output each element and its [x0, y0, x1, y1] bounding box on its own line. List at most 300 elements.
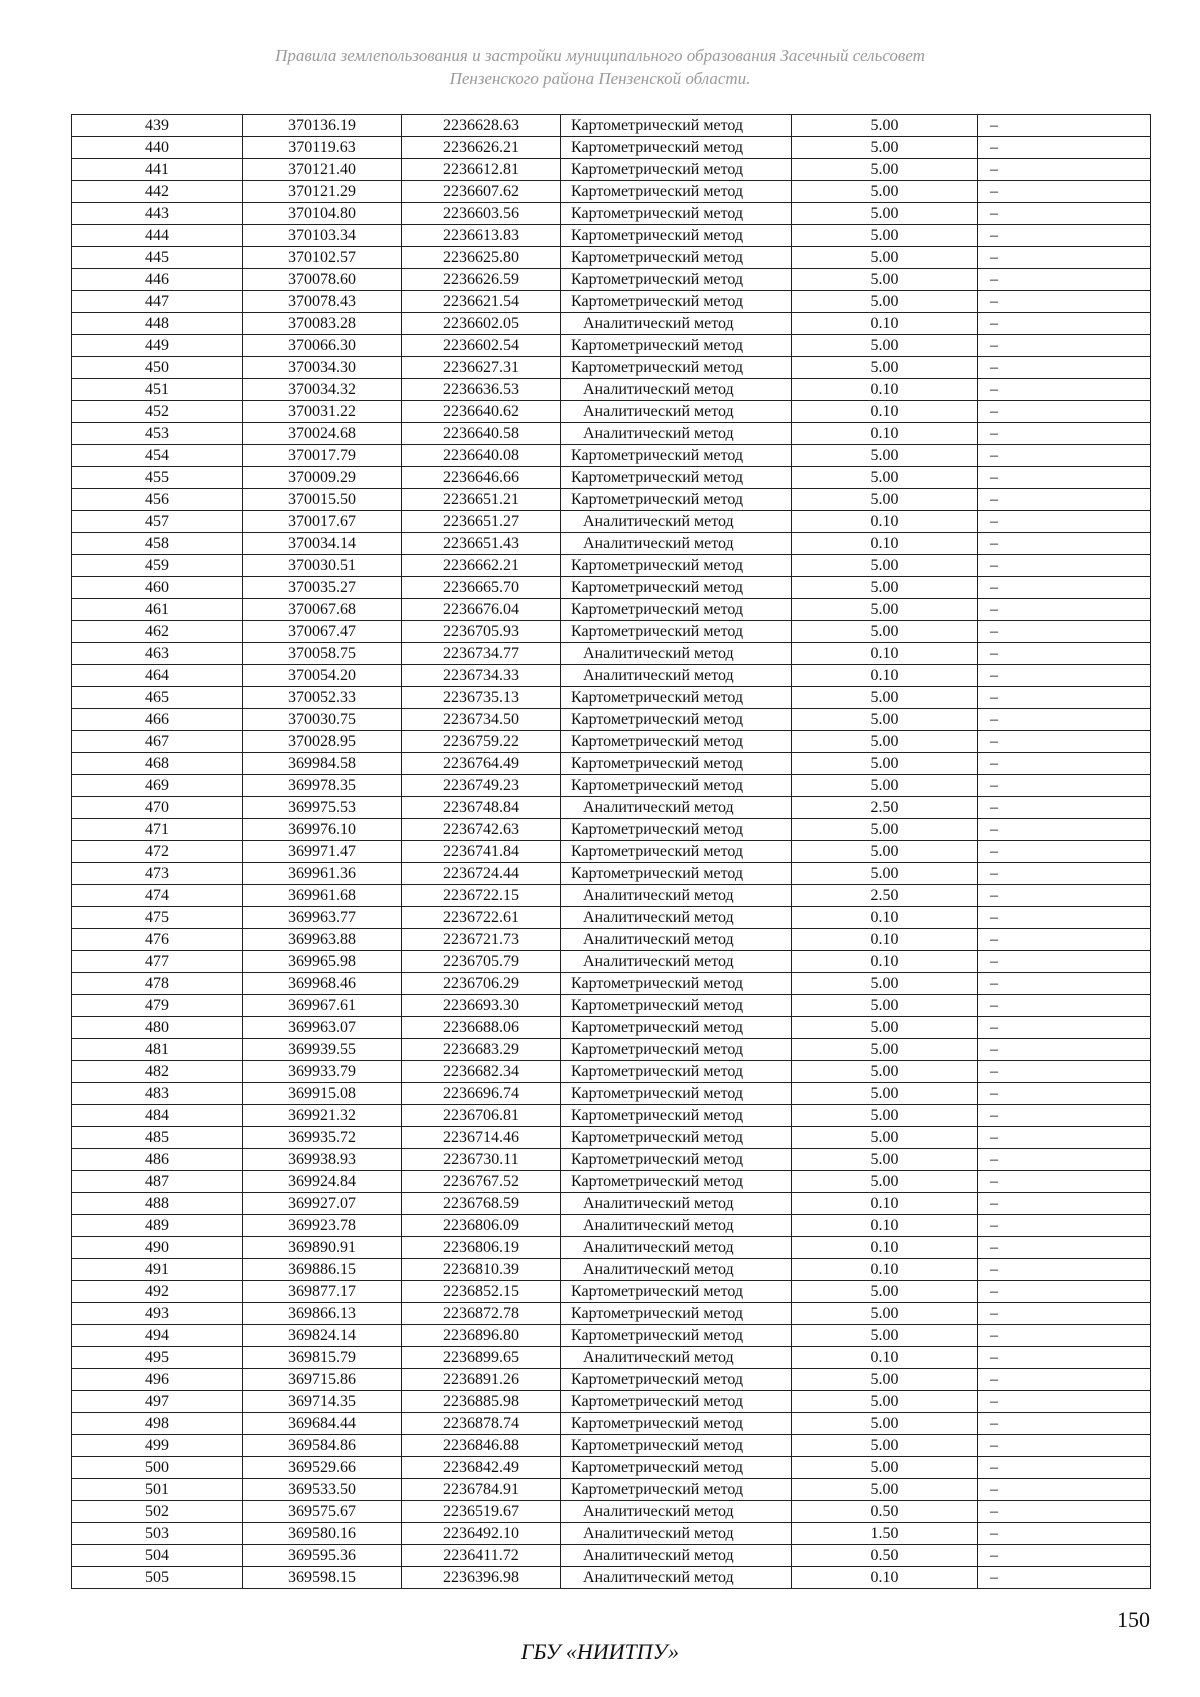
method-cell: Картометрический метод — [561, 1171, 792, 1193]
y-coordinate-cell: 2236602.05 — [402, 313, 561, 335]
accuracy-cell: 5.00 — [792, 731, 978, 753]
table-row — [72, 1413, 1151, 1435]
method-cell: Картометрический метод — [561, 159, 792, 181]
accuracy-cell: 5.00 — [792, 1149, 978, 1171]
method-cell: Аналитический метод — [561, 951, 792, 973]
y-coordinate-cell: 2236872.78 — [402, 1303, 561, 1325]
note-cell: – — [978, 1435, 1151, 1457]
point-number-cell: 483 — [72, 1083, 243, 1105]
table-row — [72, 291, 1151, 313]
note-cell: – — [978, 159, 1151, 181]
note-cell: – — [978, 1413, 1151, 1435]
point-number-cell: 480 — [72, 1017, 243, 1039]
table-row — [72, 775, 1151, 797]
note-cell: – — [978, 951, 1151, 973]
note-cell: – — [978, 1259, 1151, 1281]
method-cell: Аналитический метод — [561, 1567, 792, 1589]
accuracy-cell: 1.50 — [792, 1523, 978, 1545]
note-cell: – — [978, 995, 1151, 1017]
method-cell: Картометрический метод — [561, 753, 792, 775]
point-number-cell: 502 — [72, 1501, 243, 1523]
note-cell: – — [978, 1281, 1151, 1303]
y-coordinate-cell: 2236741.84 — [402, 841, 561, 863]
method-cell: Аналитический метод — [561, 1523, 792, 1545]
x-coordinate-cell: 370054.20 — [243, 665, 402, 687]
y-coordinate-cell: 2236636.53 — [402, 379, 561, 401]
y-coordinate-cell: 2236662.21 — [402, 555, 561, 577]
x-coordinate-cell: 369684.44 — [243, 1413, 402, 1435]
table-row — [72, 181, 1151, 203]
x-coordinate-cell: 369971.47 — [243, 841, 402, 863]
method-cell: Картометрический метод — [561, 731, 792, 753]
method-cell: Картометрический метод — [561, 115, 792, 137]
method-cell: Картометрический метод — [561, 467, 792, 489]
x-coordinate-cell: 369866.13 — [243, 1303, 402, 1325]
y-coordinate-cell: 2236734.50 — [402, 709, 561, 731]
x-coordinate-cell: 369714.35 — [243, 1391, 402, 1413]
x-coordinate-cell: 370009.29 — [243, 467, 402, 489]
x-coordinate-cell: 370067.68 — [243, 599, 402, 621]
point-number-cell: 453 — [72, 423, 243, 445]
method-cell: Картометрический метод — [561, 1479, 792, 1501]
point-number-cell: 454 — [72, 445, 243, 467]
method-cell: Картометрический метод — [561, 621, 792, 643]
y-coordinate-cell: 2236683.29 — [402, 1039, 561, 1061]
x-coordinate-cell: 370102.57 — [243, 247, 402, 269]
point-number-cell: 465 — [72, 687, 243, 709]
y-coordinate-cell: 2236748.84 — [402, 797, 561, 819]
x-coordinate-cell: 370034.14 — [243, 533, 402, 555]
accuracy-cell: 5.00 — [792, 687, 978, 709]
note-cell: – — [978, 973, 1151, 995]
x-coordinate-cell: 369715.86 — [243, 1369, 402, 1391]
method-cell: Аналитический метод — [561, 885, 792, 907]
x-coordinate-cell: 369915.08 — [243, 1083, 402, 1105]
point-number-cell: 464 — [72, 665, 243, 687]
point-number-cell: 440 — [72, 137, 243, 159]
note-cell: – — [978, 291, 1151, 313]
table-row — [72, 1435, 1151, 1457]
table-row — [72, 1545, 1151, 1567]
table-row — [72, 1281, 1151, 1303]
y-coordinate-cell: 2236646.66 — [402, 467, 561, 489]
x-coordinate-cell: 370058.75 — [243, 643, 402, 665]
point-number-cell: 449 — [72, 335, 243, 357]
x-coordinate-cell: 369967.61 — [243, 995, 402, 1017]
accuracy-cell: 0.10 — [792, 401, 978, 423]
table-row — [72, 731, 1151, 753]
x-coordinate-cell: 369580.16 — [243, 1523, 402, 1545]
table-row — [72, 335, 1151, 357]
point-number-cell: 475 — [72, 907, 243, 929]
y-coordinate-cell: 2236676.04 — [402, 599, 561, 621]
x-coordinate-cell: 370067.47 — [243, 621, 402, 643]
point-number-cell: 469 — [72, 775, 243, 797]
point-number-cell: 470 — [72, 797, 243, 819]
note-cell: – — [978, 203, 1151, 225]
point-number-cell: 495 — [72, 1347, 243, 1369]
y-coordinate-cell: 2236846.88 — [402, 1435, 561, 1457]
table-row — [72, 577, 1151, 599]
accuracy-cell: 5.00 — [792, 1369, 978, 1391]
note-cell: – — [978, 1479, 1151, 1501]
note-cell: – — [978, 665, 1151, 687]
x-coordinate-cell: 370078.43 — [243, 291, 402, 313]
note-cell: – — [978, 1457, 1151, 1479]
table-row — [72, 973, 1151, 995]
method-cell: Картометрический метод — [561, 1281, 792, 1303]
method-cell: Картометрический метод — [561, 489, 792, 511]
y-coordinate-cell: 2236640.62 — [402, 401, 561, 423]
note-cell: – — [978, 753, 1151, 775]
table-row — [72, 665, 1151, 687]
point-number-cell: 482 — [72, 1061, 243, 1083]
point-number-cell: 471 — [72, 819, 243, 841]
accuracy-cell: 5.00 — [792, 1017, 978, 1039]
note-cell: – — [978, 819, 1151, 841]
y-coordinate-cell: 2236806.09 — [402, 1215, 561, 1237]
accuracy-cell: 5.00 — [792, 1325, 978, 1347]
x-coordinate-cell: 370031.22 — [243, 401, 402, 423]
y-coordinate-cell: 2236688.06 — [402, 1017, 561, 1039]
point-number-cell: 446 — [72, 269, 243, 291]
y-coordinate-cell: 2236640.08 — [402, 445, 561, 467]
note-cell: – — [978, 863, 1151, 885]
note-cell: – — [978, 1215, 1151, 1237]
accuracy-cell: 5.00 — [792, 335, 978, 357]
x-coordinate-cell: 369921.32 — [243, 1105, 402, 1127]
method-cell: Картометрический метод — [561, 1325, 792, 1347]
x-coordinate-cell: 369529.66 — [243, 1457, 402, 1479]
point-number-cell: 501 — [72, 1479, 243, 1501]
x-coordinate-cell: 369877.17 — [243, 1281, 402, 1303]
note-cell: – — [978, 1061, 1151, 1083]
point-number-cell: 461 — [72, 599, 243, 621]
point-number-cell: 498 — [72, 1413, 243, 1435]
method-cell: Картометрический метод — [561, 1149, 792, 1171]
table-row — [72, 1017, 1151, 1039]
x-coordinate-cell: 369976.10 — [243, 819, 402, 841]
accuracy-cell: 5.00 — [792, 1303, 978, 1325]
method-cell: Аналитический метод — [561, 1347, 792, 1369]
accuracy-cell: 0.10 — [792, 533, 978, 555]
y-coordinate-cell: 2236721.73 — [402, 929, 561, 951]
table-row — [72, 247, 1151, 269]
x-coordinate-cell: 369923.78 — [243, 1215, 402, 1237]
note-cell: – — [978, 313, 1151, 335]
method-cell: Картометрический метод — [561, 687, 792, 709]
x-coordinate-cell: 370017.79 — [243, 445, 402, 467]
y-coordinate-cell: 2236665.70 — [402, 577, 561, 599]
accuracy-cell: 5.00 — [792, 357, 978, 379]
accuracy-cell: 5.00 — [792, 1171, 978, 1193]
table-row — [72, 357, 1151, 379]
table-row — [72, 533, 1151, 555]
x-coordinate-cell: 370024.68 — [243, 423, 402, 445]
point-number-cell: 484 — [72, 1105, 243, 1127]
note-cell: – — [978, 1391, 1151, 1413]
note-cell: – — [978, 379, 1151, 401]
table-row — [72, 1039, 1151, 1061]
note-cell: – — [978, 533, 1151, 555]
method-cell: Картометрический метод — [561, 1105, 792, 1127]
table-row — [72, 885, 1151, 907]
x-coordinate-cell: 369824.14 — [243, 1325, 402, 1347]
point-number-cell: 476 — [72, 929, 243, 951]
note-cell: – — [978, 1523, 1151, 1545]
y-coordinate-cell: 2236885.98 — [402, 1391, 561, 1413]
note-cell: – — [978, 1193, 1151, 1215]
y-coordinate-cell: 2236612.81 — [402, 159, 561, 181]
method-cell: Картометрический метод — [561, 1039, 792, 1061]
table-row — [72, 1501, 1151, 1523]
table-row — [72, 379, 1151, 401]
x-coordinate-cell: 370017.67 — [243, 511, 402, 533]
point-number-cell: 444 — [72, 225, 243, 247]
accuracy-cell: 0.50 — [792, 1501, 978, 1523]
note-cell: – — [978, 1567, 1151, 1589]
y-coordinate-cell: 2236735.13 — [402, 687, 561, 709]
x-coordinate-cell: 369935.72 — [243, 1127, 402, 1149]
method-cell: Аналитический метод — [561, 313, 792, 335]
y-coordinate-cell: 2236742.63 — [402, 819, 561, 841]
point-number-cell: 448 — [72, 313, 243, 335]
note-cell: – — [978, 247, 1151, 269]
method-cell: Картометрический метод — [561, 1083, 792, 1105]
point-number-cell: 477 — [72, 951, 243, 973]
method-cell: Картометрический метод — [561, 995, 792, 1017]
note-cell: – — [978, 929, 1151, 951]
note-cell: – — [978, 731, 1151, 753]
point-number-cell: 441 — [72, 159, 243, 181]
method-cell: Аналитический метод — [561, 1237, 792, 1259]
x-coordinate-cell: 369924.84 — [243, 1171, 402, 1193]
accuracy-cell: 5.00 — [792, 137, 978, 159]
x-coordinate-cell: 369975.53 — [243, 797, 402, 819]
table-row — [72, 313, 1151, 335]
method-cell: Картометрический метод — [561, 1017, 792, 1039]
method-cell: Аналитический метод — [561, 401, 792, 423]
note-cell: – — [978, 115, 1151, 137]
y-coordinate-cell: 2236714.46 — [402, 1127, 561, 1149]
y-coordinate-cell: 2236734.77 — [402, 643, 561, 665]
accuracy-cell: 5.00 — [792, 115, 978, 137]
point-number-cell: 466 — [72, 709, 243, 731]
accuracy-cell: 0.10 — [792, 313, 978, 335]
note-cell: – — [978, 687, 1151, 709]
y-coordinate-cell: 2236852.15 — [402, 1281, 561, 1303]
x-coordinate-cell: 370030.51 — [243, 555, 402, 577]
table-row — [72, 863, 1151, 885]
header-line-1: Правила землепользования и застройки муниципального образования Засечный сельсовет — [275, 46, 925, 65]
point-number-cell: 486 — [72, 1149, 243, 1171]
point-number-cell: 462 — [72, 621, 243, 643]
x-coordinate-cell: 370015.50 — [243, 489, 402, 511]
y-coordinate-cell: 2236842.49 — [402, 1457, 561, 1479]
note-cell: – — [978, 885, 1151, 907]
x-coordinate-cell: 370052.33 — [243, 687, 402, 709]
point-number-cell: 457 — [72, 511, 243, 533]
x-coordinate-cell: 369815.79 — [243, 1347, 402, 1369]
note-cell: – — [978, 445, 1151, 467]
method-cell: Картометрический метод — [561, 225, 792, 247]
y-coordinate-cell: 2236759.22 — [402, 731, 561, 753]
method-cell: Аналитический метод — [561, 1259, 792, 1281]
y-coordinate-cell: 2236810.39 — [402, 1259, 561, 1281]
x-coordinate-cell: 369598.15 — [243, 1567, 402, 1589]
x-coordinate-cell: 369575.67 — [243, 1501, 402, 1523]
y-coordinate-cell: 2236613.83 — [402, 225, 561, 247]
x-coordinate-cell: 369933.79 — [243, 1061, 402, 1083]
method-cell: Картометрический метод — [561, 1435, 792, 1457]
note-cell: – — [978, 1237, 1151, 1259]
note-cell: – — [978, 643, 1151, 665]
accuracy-cell: 5.00 — [792, 1391, 978, 1413]
x-coordinate-cell: 369968.46 — [243, 973, 402, 995]
method-cell: Картометрический метод — [561, 181, 792, 203]
note-cell: – — [978, 1501, 1151, 1523]
table-row — [72, 995, 1151, 1017]
point-number-cell: 490 — [72, 1237, 243, 1259]
note-cell: – — [978, 907, 1151, 929]
accuracy-cell: 5.00 — [792, 181, 978, 203]
x-coordinate-cell: 369963.77 — [243, 907, 402, 929]
point-number-cell: 492 — [72, 1281, 243, 1303]
point-number-cell: 468 — [72, 753, 243, 775]
accuracy-cell: 5.00 — [792, 1105, 978, 1127]
note-cell: – — [978, 1325, 1151, 1347]
method-cell: Аналитический метод — [561, 1193, 792, 1215]
accuracy-cell: 0.10 — [792, 665, 978, 687]
note-cell: – — [978, 511, 1151, 533]
y-coordinate-cell: 2236651.27 — [402, 511, 561, 533]
accuracy-cell: 5.00 — [792, 1039, 978, 1061]
x-coordinate-cell: 369961.68 — [243, 885, 402, 907]
point-number-cell: 491 — [72, 1259, 243, 1281]
note-cell: – — [978, 1039, 1151, 1061]
y-coordinate-cell: 2236696.74 — [402, 1083, 561, 1105]
table-row — [72, 1215, 1151, 1237]
accuracy-cell: 5.00 — [792, 269, 978, 291]
accuracy-cell: 0.10 — [792, 1215, 978, 1237]
x-coordinate-cell: 370034.32 — [243, 379, 402, 401]
x-coordinate-cell: 369927.07 — [243, 1193, 402, 1215]
accuracy-cell: 0.10 — [792, 951, 978, 973]
accuracy-cell: 0.10 — [792, 1259, 978, 1281]
x-coordinate-cell: 370136.19 — [243, 115, 402, 137]
note-cell: – — [978, 1347, 1151, 1369]
method-cell: Картометрический метод — [561, 1413, 792, 1435]
table-row — [72, 203, 1151, 225]
note-cell: – — [978, 225, 1151, 247]
table-row — [72, 115, 1151, 137]
y-coordinate-cell: 2236651.43 — [402, 533, 561, 555]
table-row — [72, 687, 1151, 709]
method-cell: Картометрический метод — [561, 137, 792, 159]
accuracy-cell: 5.00 — [792, 1479, 978, 1501]
note-cell: – — [978, 709, 1151, 731]
point-number-cell: 493 — [72, 1303, 243, 1325]
page-number: 150 — [1117, 1607, 1150, 1632]
method-cell: Аналитический метод — [561, 797, 792, 819]
table-row — [72, 599, 1151, 621]
table-row — [72, 225, 1151, 247]
table-row — [72, 1457, 1151, 1479]
accuracy-cell: 5.00 — [792, 753, 978, 775]
y-coordinate-cell: 2236705.93 — [402, 621, 561, 643]
accuracy-cell: 0.10 — [792, 1567, 978, 1589]
method-cell: Картометрический метод — [561, 555, 792, 577]
table-row — [72, 1237, 1151, 1259]
method-cell: Аналитический метод — [561, 907, 792, 929]
x-coordinate-cell: 370035.27 — [243, 577, 402, 599]
point-number-cell: 503 — [72, 1523, 243, 1545]
x-coordinate-cell: 370028.95 — [243, 731, 402, 753]
accuracy-cell: 5.00 — [792, 159, 978, 181]
table-row — [72, 555, 1151, 577]
point-number-cell: 460 — [72, 577, 243, 599]
table-body — [72, 115, 1151, 1589]
accuracy-cell: 5.00 — [792, 599, 978, 621]
y-coordinate-cell: 2236519.67 — [402, 1501, 561, 1523]
accuracy-cell: 5.00 — [792, 247, 978, 269]
point-number-cell: 455 — [72, 467, 243, 489]
accuracy-cell: 5.00 — [792, 995, 978, 1017]
y-coordinate-cell: 2236682.34 — [402, 1061, 561, 1083]
table-row — [72, 511, 1151, 533]
point-number-cell: 456 — [72, 489, 243, 511]
point-number-cell: 474 — [72, 885, 243, 907]
table-row — [72, 753, 1151, 775]
method-cell: Картометрический метод — [561, 247, 792, 269]
table-row — [72, 819, 1151, 841]
table-row — [72, 1369, 1151, 1391]
table-row — [72, 1149, 1151, 1171]
y-coordinate-cell: 2236722.15 — [402, 885, 561, 907]
accuracy-cell: 0.10 — [792, 1347, 978, 1369]
point-number-cell: 499 — [72, 1435, 243, 1457]
method-cell: Картометрический метод — [561, 599, 792, 621]
table-row — [72, 1061, 1151, 1083]
table-row — [72, 1325, 1151, 1347]
table-row — [72, 137, 1151, 159]
accuracy-cell: 0.10 — [792, 423, 978, 445]
note-cell: – — [978, 489, 1151, 511]
method-cell: Аналитический метод — [561, 533, 792, 555]
x-coordinate-cell: 370030.75 — [243, 709, 402, 731]
x-coordinate-cell: 370078.60 — [243, 269, 402, 291]
method-cell: Картометрический метод — [561, 973, 792, 995]
accuracy-cell: 5.00 — [792, 1435, 978, 1457]
y-coordinate-cell: 2236607.62 — [402, 181, 561, 203]
table-row — [72, 269, 1151, 291]
note-cell: – — [978, 1017, 1151, 1039]
coordinates-table-wrap — [71, 114, 1150, 1589]
method-cell: Картометрический метод — [561, 1127, 792, 1149]
y-coordinate-cell: 2236899.65 — [402, 1347, 561, 1369]
table-row — [72, 1083, 1151, 1105]
accuracy-cell: 5.00 — [792, 1083, 978, 1105]
method-cell: Аналитический метод — [561, 1545, 792, 1567]
point-number-cell: 459 — [72, 555, 243, 577]
y-coordinate-cell: 2236492.10 — [402, 1523, 561, 1545]
coordinates-table — [71, 114, 1151, 1589]
accuracy-cell: 5.00 — [792, 1457, 978, 1479]
y-coordinate-cell: 2236724.44 — [402, 863, 561, 885]
y-coordinate-cell: 2236896.80 — [402, 1325, 561, 1347]
note-cell: – — [978, 401, 1151, 423]
point-number-cell: 478 — [72, 973, 243, 995]
